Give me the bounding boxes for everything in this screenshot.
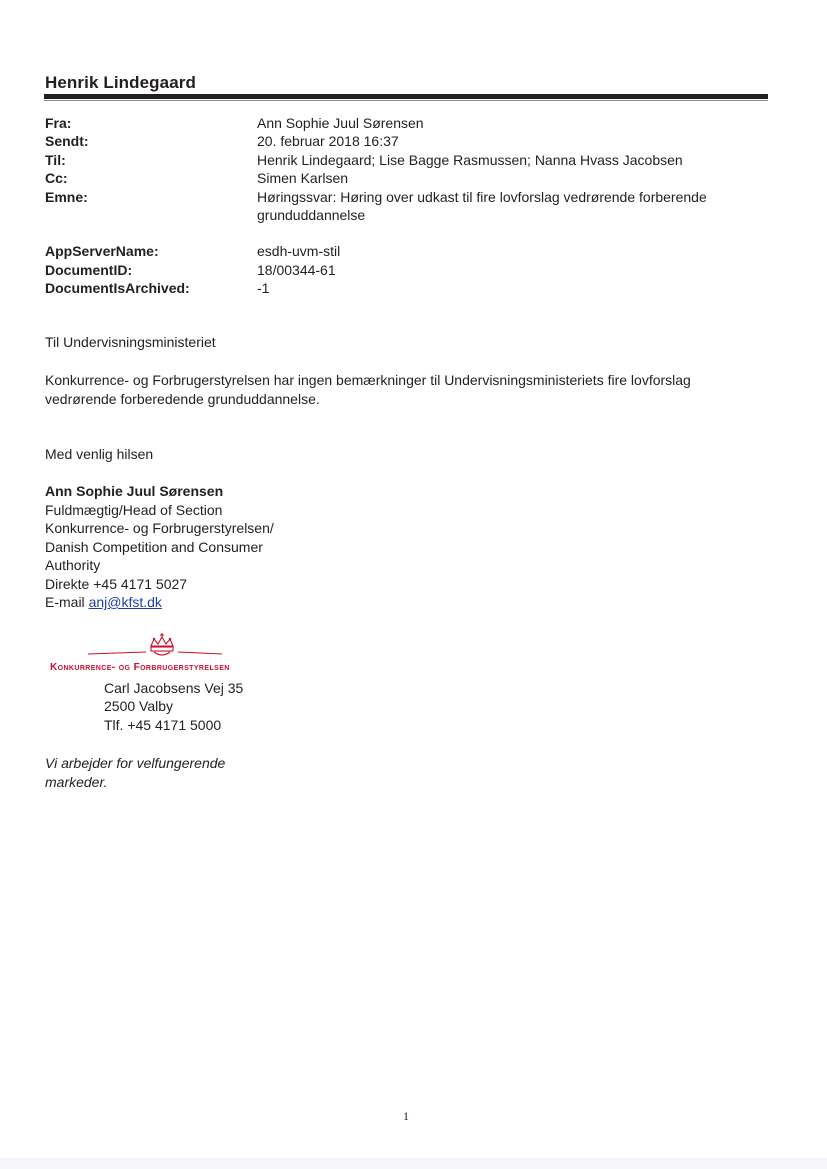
address-city: 2500 Valby [104, 698, 174, 714]
field-value: Henrik Lindegaard; Lise Bagge Rasmussen; Nanna Hvass Jacobsen [257, 152, 683, 168]
signature-title: Fuldmægtig/Head of Section [45, 502, 223, 518]
header-divider [44, 94, 768, 99]
field-value: esdh-uvm-stil [257, 243, 341, 259]
signature-direct-phone: Direkte +45 4171 5027 [45, 576, 188, 592]
field-label: Emne: [45, 189, 88, 205]
field-value: 20. februar 2018 16:37 [257, 133, 399, 149]
signature-org-line: Konkurrence- og Forbrugerstyrelsen/ [45, 520, 274, 536]
signature-name: Ann Sophie Juul Sørensen [45, 483, 224, 499]
field-label: Cc: [45, 170, 68, 186]
logo-wordmark: Konkurrence- og Forbrugerstyrelsen [50, 662, 230, 673]
field-value: Ann Sophie Juul Sørensen [257, 115, 424, 131]
signature-org-line: Danish Competition and Consumer [45, 539, 263, 555]
field-value: Høringssvar: Høring over udkast til fire lovforslag vedrørende forberende grunduddannelse [257, 189, 707, 223]
agency-logo [50, 632, 280, 678]
mailbox-owner-name: Henrik Lindegaard [45, 73, 196, 92]
signature-email-line [45, 593, 162, 612]
header-divider-shadow [44, 100, 768, 101]
field-value: 18/00344-61 [257, 262, 336, 278]
field-label: DocumentIsArchived: [45, 280, 190, 296]
email-link[interactable]: anj@kfst.dk [88, 594, 162, 610]
email-greeting: Til Undervisningsministeriet [45, 334, 216, 350]
agency-motto: Vi arbejder for velfungerende markeder. [45, 755, 226, 790]
field-value: -1 [257, 280, 270, 296]
scan-edge [0, 1158, 827, 1169]
signature-org-line: Authority [45, 557, 101, 573]
page-number: 1 [403, 1109, 409, 1123]
field-label: AppServerName: [45, 243, 159, 259]
email-closing: Med venlig hilsen [45, 446, 154, 462]
field-label: Til: [45, 152, 66, 168]
field-label: Sendt: [45, 133, 89, 149]
field-value: Simen Karlsen [257, 170, 349, 186]
email-label: E-mail [45, 594, 85, 610]
address-street: Carl Jacobsens Vej 35 [104, 680, 244, 696]
crown-icon [50, 632, 280, 662]
field-label: DocumentID: [45, 262, 133, 278]
email-paragraph: Konkurrence- og Forbrugerstyrelsen har ingen bemærkninger til Undervisningsministeriets fire lovforslag vedrørende forberedende grunduddannelse. [45, 372, 691, 407]
address-phone: Tlf. +45 4171 5000 [104, 717, 222, 733]
field-label: Fra: [45, 115, 72, 131]
